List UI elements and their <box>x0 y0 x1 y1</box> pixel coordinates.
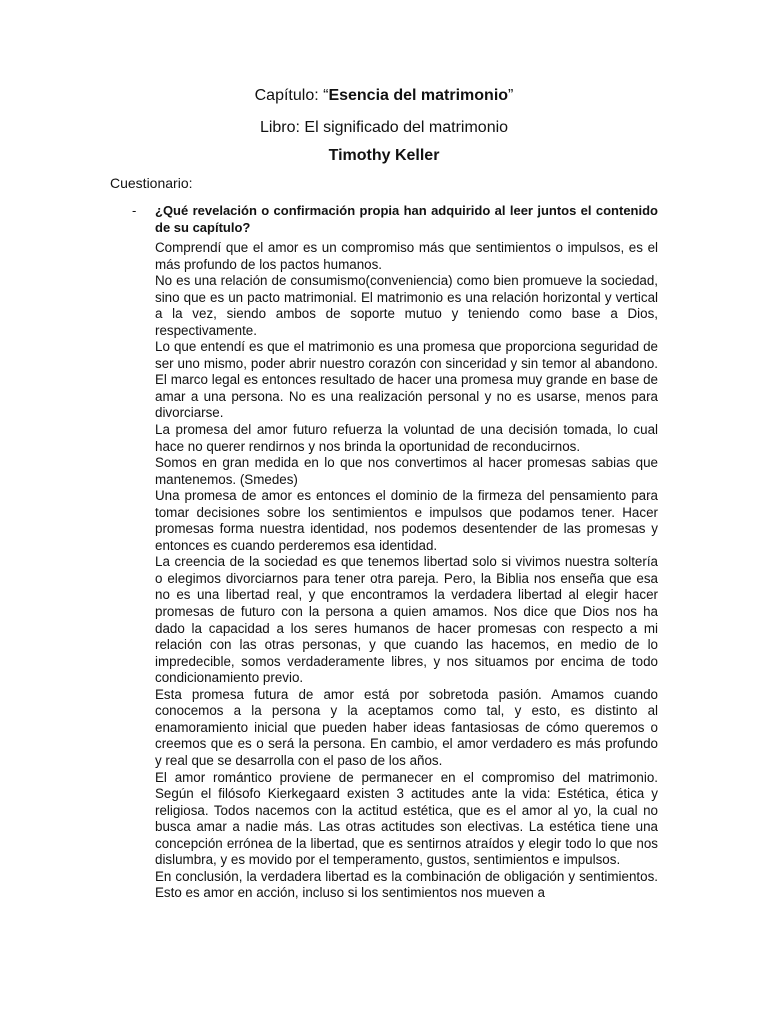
answer-paragraph: Comprendí que el amor es un compromiso más que sentimientos o impulsos, es el más profundo de los pactos humanos. <box>155 240 658 272</box>
answer-paragraph: Una promesa de amor es entonces el dominio de la firmeza del pensamiento para tomar decisiones sobre los sentimientos e impulsos que podamos tener. Hacer promesas forma nuestra identidad, nos podemos desentender de las promesas y entonces es cuando perderemos esa identidad. <box>155 488 658 553</box>
answer-paragraph: Somos en gran medida en lo que nos convertimos al hacer promesas sabias que mantenemos. (Smedes) <box>155 455 658 487</box>
question-text: ¿Qué revelación o confirmación propia han adquirido al leer juntos el contenido de su capítulo? <box>155 203 658 235</box>
questionnaire-label: Cuestionario: <box>110 175 193 191</box>
answer-paragraph: Lo que entendí es que el matrimonio es una promesa que proporciona seguridad de ser uno mismo, poder abrir nuestro corazón con sinceridad y sin temor al abandono. El marco legal es entonces resultado de hacer una promesa muy grande en base de amar a una persona. No es una realización personal y no es usarse, menos para divorciarse. <box>155 339 658 421</box>
answer-paragraph: La creencia de la sociedad es que tenemos libertad solo si vivimos nuestra soltería o elegimos divorciarnos para tener otra pareja. Pero, la Biblia nos enseña que esa no es una libertad real, y que encontramos la verdadera libertad al elegir hacer promesas de futuro con la persona a quien amamos. Nos dice que Dios nos ha dado la capacidad a los seres humanos de hacer promesas con respecto a mi relación con las otras personas, y que cuando las hacemos, en medio de lo impredecible, somos verdaderamente libres, y nos situamos por encima de todo condicionamiento previo. <box>155 554 658 686</box>
book-title: Libro: El significado del matrimonio <box>259 119 509 136</box>
answer-paragraph: La promesa del amor futuro refuerza la voluntad de una decisión tomada, lo cual hace no querer rendirnos y nos brinda la oportunidad de reconducirnos. <box>155 422 658 454</box>
list-bullet: - <box>132 203 137 218</box>
answer-body <box>155 240 658 940</box>
chapter-name: Esencia del matrimonio <box>328 87 509 104</box>
answer-paragraph: El amor romántico proviene de permanecer en el compromiso del matrimonio. Según el filósofo Kierkegaard existen 3 actitudes ante la vida: Estética, ética y religiosa. Todos nacemos con la actitud estética, que es el amor al yo, la cual no busca amar a nadie más. Las otras actitudes son electivas. La estética tiene una concepción errónea de la libertad, que es sentirnos atraídos y elegir todo lo que nos dislumbra, y es movido por el temperamento, gustos, sentimientos e impulsos. <box>155 769 658 868</box>
chapter-prefix: Capítulo: “ <box>254 87 329 104</box>
answer-paragraph: En conclusión, la verdadera libertad es la combinación de obligación y sentimientos. Esto es amor en acción, incluso si los sentimientos nos mueven a <box>155 868 658 901</box>
answer-paragraph: No es una relación de consumismo(conveniencia) como bien promueve la sociedad, sino que es un pacto matrimonial. El matrimonio es una relación horizontal y vertical a la vez, siendo ambos de soporte mutuo y teniendo como base a Dios, respectivamente. <box>155 273 658 338</box>
author-name: Timothy Keller <box>328 147 440 164</box>
answer-paragraph: Esta promesa futura de amor está por sobretoda pasión. Amamos cuando conocemos a la persona y la aceptamos como tal, y esto, es distinto al enamoramiento inicial que pueden haber ideas fantasiosas de cómo queremos o creemos que es o será la persona. En cambio, el amor verdadero es más profundo y real que se desarrolla con el paso de los años. <box>155 686 658 768</box>
chapter-suffix: ” <box>508 87 514 104</box>
chapter-title <box>0 86 768 106</box>
